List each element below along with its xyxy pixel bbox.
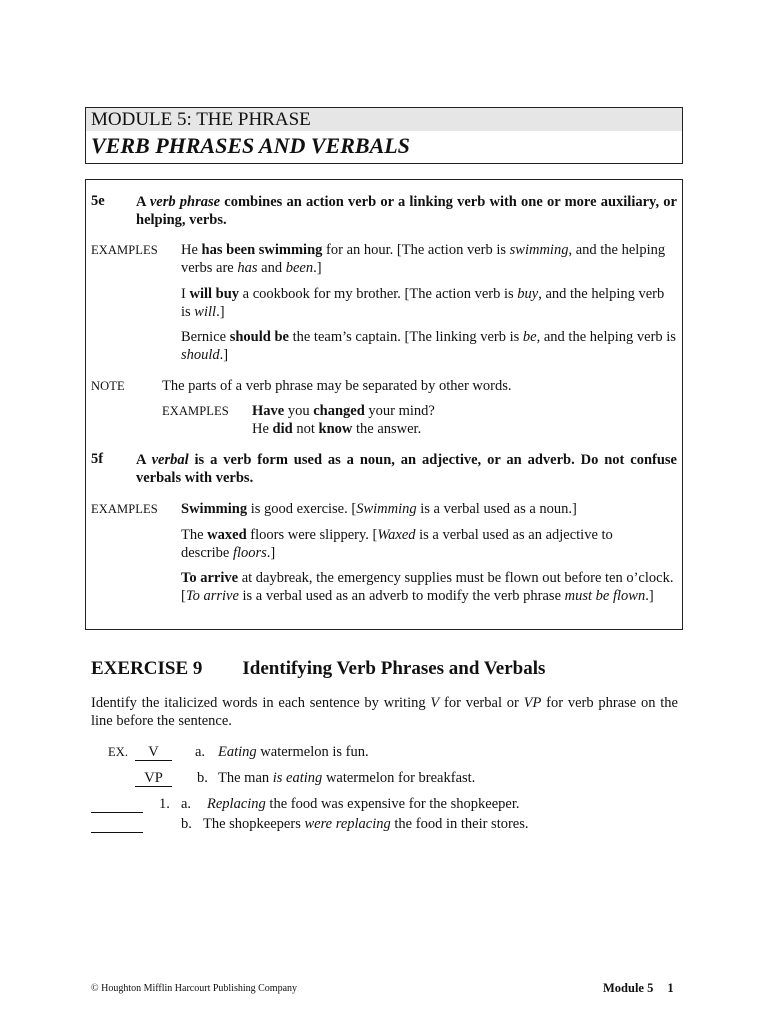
example-letter-a: a.	[195, 744, 206, 760]
example-5e-1: He has been swimming for an hour. [The action verb is swimming, and the helping verbs are has and been.]	[181, 242, 666, 276]
footer-module: Module 5	[603, 981, 654, 995]
note-examples-label: EXAMPLES	[162, 404, 229, 418]
rules-box	[85, 179, 683, 630]
rule-number-5e: 5e	[91, 193, 105, 209]
question-sentence-1a: Replacing the food was expensive for the shopkeeper.	[207, 796, 520, 812]
question-number-1: 1.	[159, 796, 170, 812]
page-footer	[603, 981, 674, 996]
examples-label-5f: EXAMPLES	[91, 502, 158, 516]
note-example-1: Have you changed your mind?	[252, 403, 435, 419]
example-5e-3: Bernice should be the team’s captain. [The linking verb is be, and the helping verb is should.]	[181, 329, 676, 363]
question-letter-1b: b.	[181, 816, 192, 832]
module-header	[85, 107, 683, 164]
note-text: The parts of a verb phrase may be separated by other words.	[162, 378, 512, 394]
example-5e-2: I will buy a cookbook for my brother. [The action verb is buy, and the helping verb is will.]	[181, 286, 665, 320]
example-answer-a: V	[135, 743, 172, 761]
question-sentence-1b: The shopkeepers were replacing the food in their stores.	[203, 816, 529, 832]
module-label: MODULE 5: THE PHRASE	[86, 108, 682, 131]
example-label: EX.	[108, 745, 129, 759]
exercise-number: EXERCISE 9	[91, 658, 203, 679]
exercise-title: Identifying Verb Phrases and Verbals	[242, 658, 546, 679]
examples-label: EXAMPLES	[91, 243, 158, 257]
copyright: © Houghton Mifflin Harcourt Publishing Company	[91, 983, 298, 994]
example-5f-3: To arrive at daybreak, the emergency supplies must be flown out before ten o’clock. [To arrive is a verbal used as an adverb to modify the verb phrase must be flown.]	[181, 570, 674, 604]
answer-blank-1b[interactable]	[91, 815, 143, 833]
example-sentence-b: The man is eating watermelon for breakfast.	[218, 770, 476, 786]
page-number: 1	[667, 981, 674, 995]
question-letter-1a: a.	[181, 796, 192, 812]
note-example-2: He did not know the answer.	[252, 421, 422, 437]
example-5f-1: Swimming is good exercise. [Swimming is a verbal used as a noun.]	[181, 501, 577, 517]
example-letter-b: b.	[197, 770, 208, 786]
note-label: NOTE	[91, 379, 125, 393]
rule-text-5f: A verbal is a verb form used as a noun, an adjective, or an adverb. Do not confuse verbals with verbs.	[136, 452, 677, 486]
rule-number-5f: 5f	[91, 451, 104, 467]
answer-blank-1a[interactable]	[91, 795, 143, 813]
rule-text-5e: A verb phrase combines an action verb or a linking verb with one or more auxiliary, or helping, verbs.	[136, 194, 677, 228]
page-title: VERB PHRASES AND VERBALS	[91, 133, 410, 158]
example-5f-2: The waxed floors were slippery. [Waxed is a verbal used as an adjective to describe floors.]	[181, 527, 613, 561]
example-sentence-a: Eating watermelon is fun.	[218, 744, 369, 760]
example-answer-b: VP	[135, 769, 172, 787]
exercise-instructions: Identify the italicized words in each sentence by writing V for verbal or VP for verb phrase on the line before the sentence.	[91, 695, 678, 729]
exercise-heading	[91, 658, 545, 680]
